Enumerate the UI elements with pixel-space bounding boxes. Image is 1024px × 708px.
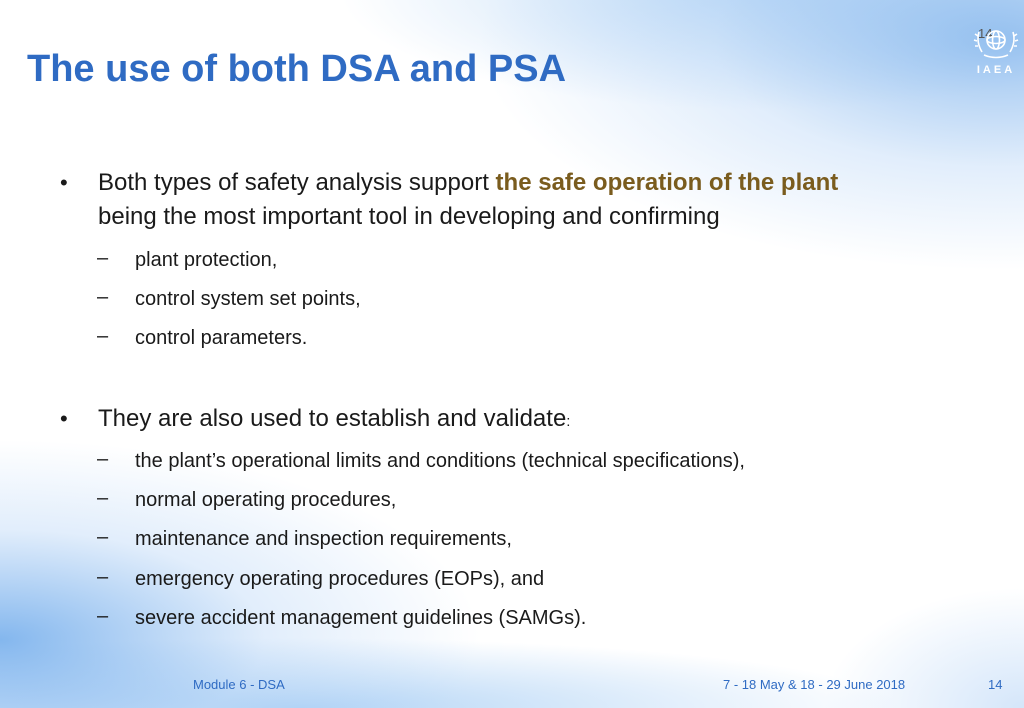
sub-item-text: control parameters. <box>135 327 308 349</box>
bullet-text <box>98 402 958 439</box>
dash-icon: – <box>97 605 109 627</box>
bullet-text <box>98 166 958 234</box>
sub-item-text: severe accident management guidelines (SAMGs). <box>135 607 587 629</box>
bullet-text-lead: Both types of safety analysis support <box>98 169 496 196</box>
bullet-text-lead: They are also used to establish and validate <box>98 405 567 432</box>
footer-module: Module 6 - DSA <box>193 677 285 692</box>
dash-icon: – <box>97 247 109 269</box>
dash-icon: – <box>97 526 109 548</box>
page-number-top: 14 <box>978 26 993 41</box>
sub-item-text: the plant’s operational limits and conditions (technical specifications), <box>135 450 745 472</box>
dash-icon: – <box>97 325 109 347</box>
bullet-icon: • <box>60 170 68 195</box>
dash-icon: – <box>97 286 109 308</box>
slide-title: The use of both DSA and PSA <box>27 48 567 90</box>
bullet-text-continuation: being the most important tool in developing and confirming <box>98 203 720 230</box>
logo-text: IAEA <box>976 64 1016 76</box>
dash-icon: – <box>97 487 109 509</box>
footer-page-number: 14 <box>988 677 1003 692</box>
bullet-colon: : <box>566 413 571 430</box>
sub-item-text: emergency operating procedures (EOPs), and <box>135 568 545 590</box>
dash-icon: – <box>97 448 109 470</box>
footer-dates: 7 - 18 May & 18 - 29 June 2018 <box>723 677 906 692</box>
sub-item-text: plant protection, <box>135 249 278 271</box>
bullet-icon: • <box>60 406 68 431</box>
dash-icon: – <box>97 566 109 588</box>
sub-item-text: maintenance and inspection requirements, <box>135 528 512 550</box>
sub-item-text: control system set points, <box>135 288 361 310</box>
bullet-highlight: the safe operation of the plant <box>495 169 839 196</box>
sub-item-text: normal operating procedures, <box>135 489 397 511</box>
